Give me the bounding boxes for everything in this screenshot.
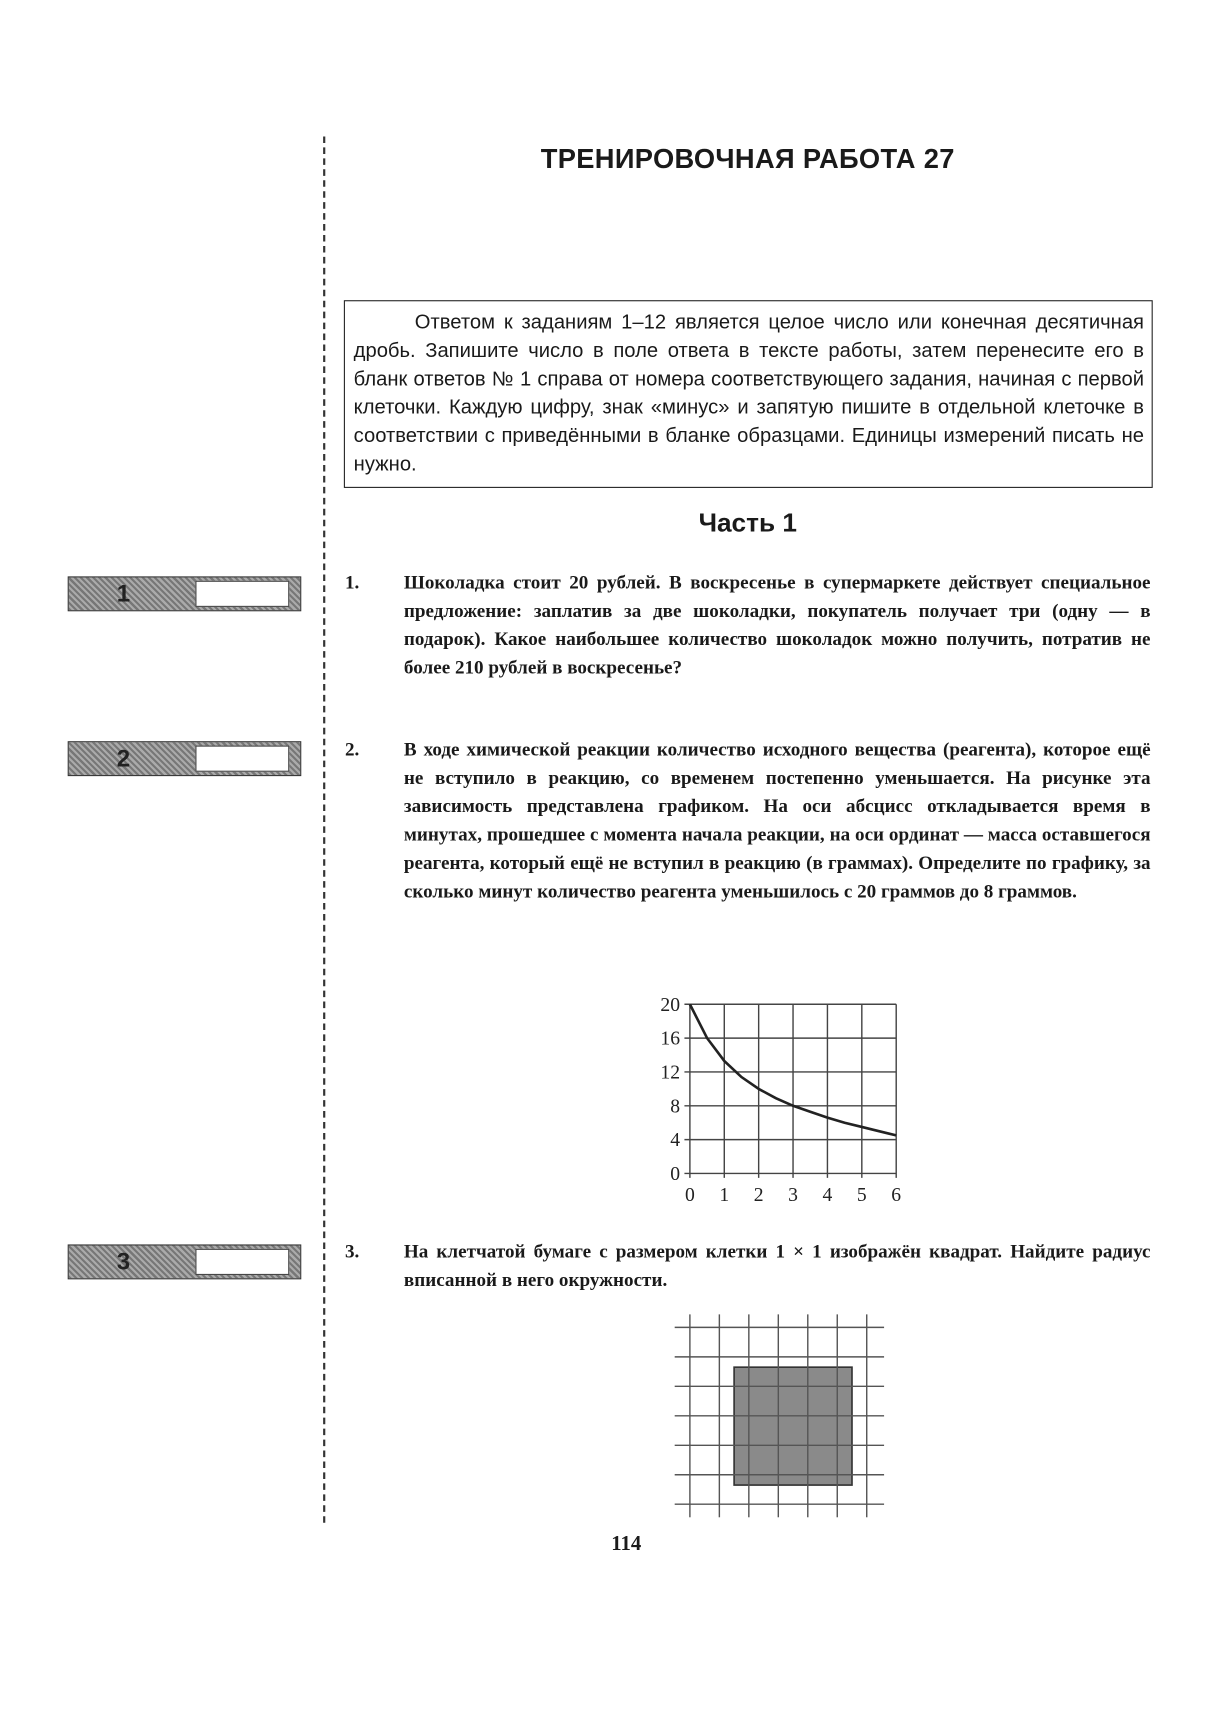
y-tick-label: 16 — [660, 1027, 681, 1050]
answer-field-1[interactable] — [195, 581, 289, 607]
x-tick-label: 6 — [891, 1183, 902, 1206]
square-figure — [675, 1314, 885, 1517]
reaction-chart — [644, 988, 917, 1206]
answer-box-label: 1 — [116, 579, 131, 607]
page-title: ТРЕНИРОВОЧНАЯ РАБОТА 27 — [540, 144, 955, 175]
answer-box-label: 3 — [116, 1247, 131, 1275]
answer-box-1 — [68, 576, 302, 611]
x-tick-label: 5 — [856, 1183, 867, 1206]
part-title: Часть 1 — [698, 508, 797, 539]
x-tick-label: 4 — [822, 1183, 833, 1206]
answer-box-label: 2 — [116, 744, 131, 772]
answer-field-3[interactable] — [195, 1249, 289, 1275]
instructions-box — [344, 300, 1153, 488]
y-tick-label: 0 — [670, 1163, 681, 1186]
instructions-text: Ответом к заданиям 1–12 является целое число или конечная десятичная дробь. Запишите число в поле ответа в тексте работы, затем перенесите его в бланк ответов № 1 справа от номера соответствующего задания, начиная с первой клеточки. Каждую цифру, знак «минус» и запятую пишите в отдельной клеточке в соответствии с приведёнными в бланке образцами. Единицы измерений писать не нужно. — [353, 310, 1144, 475]
y-tick-label: 20 — [660, 993, 681, 1016]
answer-box-3 — [68, 1244, 302, 1279]
answer-box-2 — [68, 741, 302, 776]
y-tick-label: 12 — [660, 1061, 681, 1084]
shaded-square — [734, 1367, 852, 1485]
task-number: 2. — [344, 737, 360, 760]
x-tick-label: 1 — [719, 1183, 730, 1206]
task-text: На клетчатой бумаге с размером клетки 1 × 1 изображён квадрат. Найдите радиус вписанной в него окружности. — [403, 1240, 1151, 1291]
page-number: 114 — [611, 1532, 642, 1556]
task-number: 1. — [344, 570, 360, 593]
task-number: 3. — [344, 1240, 360, 1262]
task-2 — [345, 735, 1151, 905]
y-tick-label: 8 — [670, 1095, 681, 1118]
answer-field-2[interactable] — [195, 746, 289, 772]
task-3 — [345, 1237, 1151, 1294]
cut-line — [323, 136, 325, 1522]
task-text: Шоколадка стоит 20 рублей. В воскресенье в супермаркете действует специальное предложение: заплатив за две шоколадки, покупатель получает три (одну — в подарок). Какое наибольшее количество шоколадок можно получить, потратив не более 210 рублей в воскресенье? — [403, 570, 1151, 678]
y-tick-label: 4 — [670, 1129, 681, 1152]
task-text: В ходе химической реакции количество исходного вещества (реагента), которое ещё не вступило в реакцию, со временем постепенно уменьшается. На рисунке эта зависимость представлена графиком. На оси абсцисс откладывается время в минутах, прошедшее с момента начала реакции, на оси ординат — масса оставшегося реагента, который ещё не вступил в реакцию (в граммах). Определите по графику, за сколько минут количество реагента уменьшилось с 20 граммов до 8 граммов. — [403, 737, 1151, 902]
x-tick-label: 2 — [753, 1183, 764, 1206]
task-1 — [345, 568, 1151, 682]
x-tick-label: 3 — [788, 1183, 798, 1206]
x-tick-label: 0 — [684, 1183, 695, 1206]
